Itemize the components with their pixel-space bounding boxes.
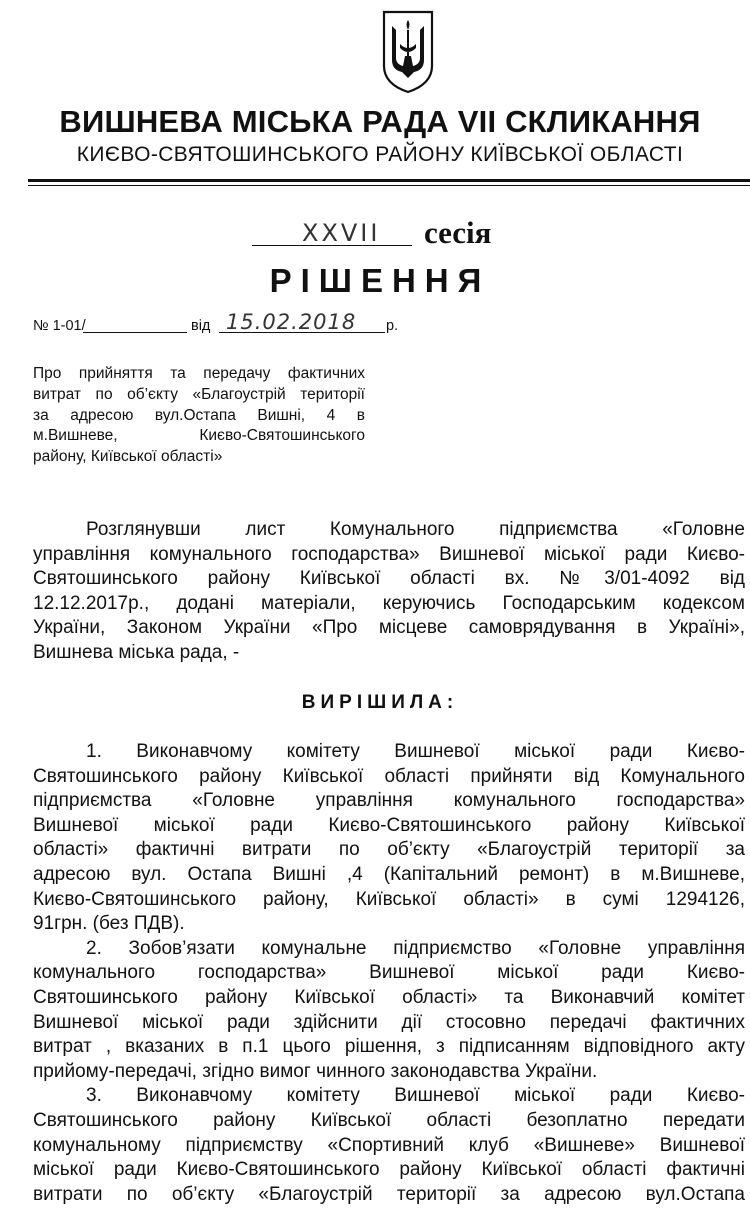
header-rule-thick — [28, 179, 750, 182]
item-line: витрат , вказаних в п.1 цього рішення, з підписанням відповідного акту — [33, 1036, 745, 1058]
preamble-paragraph — [33, 518, 745, 666]
item-line: Вишневої міської ради здійснити дії стосовно передачі фактичних — [33, 1011, 745, 1033]
item-line: Святошинського району Київської області безоплатно передати — [33, 1109, 745, 1131]
item-line: Києво-Святошинського району, Київської області» в сумі 1294126, — [33, 888, 745, 910]
header-rule-thin — [28, 185, 750, 186]
decision-date: 15.02.2018 — [226, 310, 357, 334]
session-label: сесія — [424, 215, 492, 250]
preamble-line: 12.12.2017р., додані матеріали, керуючись Господарським кодексом — [33, 592, 745, 614]
resolved-heading: ВИРІШИЛА: — [301, 692, 459, 713]
council-title: ВИШНЕВА МІСЬКА РАДА VII СКЛИКАННЯ — [59, 104, 701, 139]
item-line: комунального господарства» Вишневої міської ради Києво- — [33, 962, 745, 984]
session-number: XXVII — [302, 219, 381, 247]
item-line: комунальному підприємству «Спортивний клуб «Вишневе» Вишневої — [33, 1134, 745, 1156]
preamble-line: Святошинського району Київської області вх. №3/01-4092 від — [33, 568, 745, 590]
coat-of-arms-icon — [378, 8, 438, 94]
item-line: 1. Виконавчому комітету Вишневої міської ради Києво- — [86, 741, 745, 762]
preamble-line: України, Законом України «Про місцеве самоврядування в Україні», — [33, 617, 745, 639]
number-label: № 1-01/ — [33, 318, 86, 334]
preamble-line: Вишнева міська рада, - — [33, 641, 240, 663]
preamble-line: управління комунального господарства» Вишневої міської ради Києво- — [33, 543, 745, 565]
item-line: Святошинського району Київської області прийняти від Комунального — [33, 765, 745, 787]
item-line: міської ради Києво-Святошинського району Київської області фактичні — [33, 1159, 745, 1181]
decision-subject — [33, 364, 365, 468]
item-line: прийому-передачі, згідно вимог чинного законодавства України. — [33, 1060, 598, 1082]
subject-line: району, Київської області» — [33, 448, 223, 466]
subject-line: м.Вишневе, Києво-Святошинського — [33, 427, 365, 445]
resolution-items — [33, 740, 745, 1207]
council-subtitle: КИЄВО-СВЯТОШИНСЬКОГО РАЙОНУ КИЇВСЬКОЇ ОБЛАСТІ — [76, 143, 684, 166]
subject-line: за адресою вул.Остапа Вишні, 4 в — [33, 406, 365, 424]
date-label: від — [191, 318, 211, 334]
date-suffix: р. — [386, 318, 399, 334]
decision-title: РІШЕННЯ — [269, 262, 491, 299]
number-blank — [83, 332, 187, 333]
item-line: підприємства «Головне управління комунального господарства» — [33, 790, 745, 812]
subject-line: Про прийняття та передачу фактичних — [33, 365, 365, 382]
item-line: адресою вул. Остапа Вишні ,4 (Капітальний ремонт) в м.Вишневе, — [33, 863, 745, 885]
preamble-line: Розглянувши лист Комунального підприємства «Головне — [86, 519, 745, 540]
item-line: Святошинського району Київської області» та Виконавчий комітет — [33, 986, 745, 1008]
item-line: 91грн. (без ПДВ). — [33, 913, 185, 935]
subject-line: витрат по об’єкту «Благоустрій території — [33, 385, 365, 403]
item-line: області» фактичні витрати по об’єкту «Благоустрій території за — [33, 839, 745, 861]
item-line: витрати по об’єкту «Благоустрій території за адресою вул.Остапа — [33, 1183, 745, 1205]
item-line: Вишневої міської ради Києво-Святошинського району Київської — [33, 814, 745, 836]
item-line: 3. Виконавчому комітету Вишневої міської ради Києво- — [86, 1085, 745, 1107]
item-line: 2. Зобов’язати комунальне підприємство «Головне управління — [86, 937, 745, 959]
